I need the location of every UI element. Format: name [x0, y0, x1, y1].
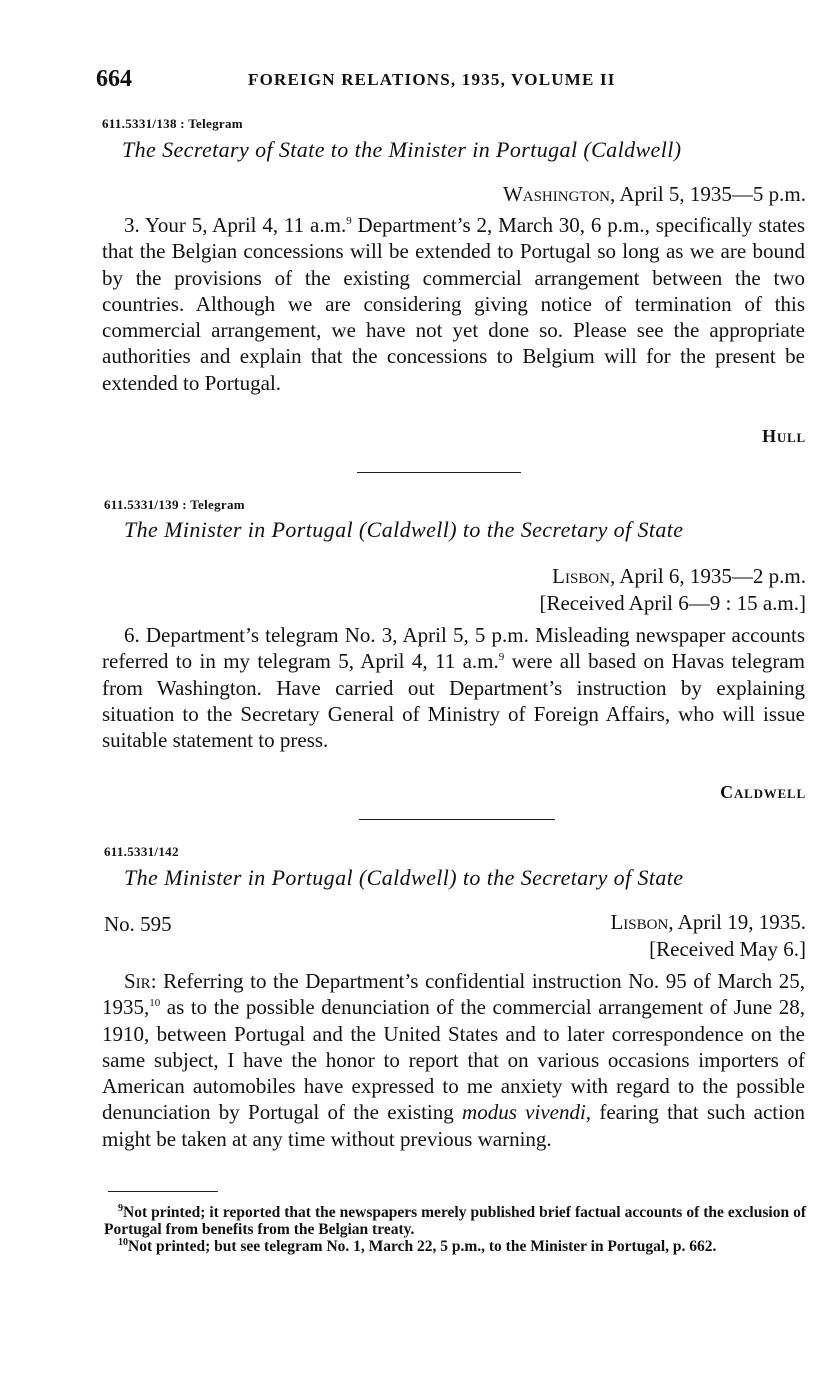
- footnote-9: $^9$Not printed; it reported that the newspapers merely published brief factual accounts of the exclusion of Portugal from benefits from the Belgian treaty.: [104, 1202, 806, 1238]
- page-number: 664: [96, 66, 132, 92]
- doc2-heading: The Minister in Portugal (Caldwell) to the Secretary of State: [124, 517, 684, 542]
- doc1-dateline: [503, 182, 806, 207]
- footnote-rule: [108, 1191, 218, 1192]
- doc3-dateline: [610, 910, 806, 935]
- doc1-file-ref: 611.5331/138 : Telegram: [102, 116, 243, 131]
- doc3-heading: The Minister in Portugal (Caldwell) to the Secretary of State: [124, 865, 684, 890]
- doc3-date: , April 19, 1935.: [668, 910, 806, 934]
- doc3-salutation: Sir: [124, 969, 151, 993]
- doc3-received: [Received May 6.]: [649, 937, 806, 961]
- doc2-place: Lisbon: [552, 564, 610, 588]
- doc3-footnote-ref: 10: [149, 997, 161, 1010]
- doc2-footnote-ref: 9: [498, 651, 505, 664]
- doc3-place: Lisbon: [610, 910, 669, 934]
- footnote-10-mark: 10: [118, 1236, 128, 1248]
- doc3-italic-phrase: modus vivendi: [462, 1100, 586, 1125]
- doc3-body: Sir: Referring to the Department’s confidential instruction No. 95 of March 25, 1935,10 as to the possible denunciation of the commercial arrangement of June 28, 1910, between Portugal and the United States and to later correspondence on the same subject, I have the honor to report that on various occasions importers of American automobiles have expressed to me anxiety with regard to the possible denunciation by Portugal of the existing modus vivendi, fearing that such action might be taken at any time without previous warning.: [102, 969, 805, 1151]
- footnote-10: $^{10}$Not printed; but see telegram No. 1, March 22, 5 p.m., to the Minister in Portugal, p. 662.: [118, 1236, 717, 1255]
- doc2-signature: Caldwell: [720, 782, 806, 802]
- doc1-signature: Hull: [762, 426, 806, 446]
- footnote-9-mark: 9: [118, 1202, 123, 1214]
- doc3-number: No. 595: [104, 912, 172, 936]
- doc1-footnote-ref: 9: [346, 215, 352, 227]
- footnotes: [104, 1204, 806, 1255]
- running-head: FOREIGN RELATIONS, 1935, VOLUME II: [248, 70, 616, 89]
- section-divider-2: [359, 819, 555, 820]
- doc2-dateline: [552, 564, 806, 589]
- doc1-heading: The Secretary of State to the Minister in Portugal (Caldwell): [122, 137, 682, 162]
- doc2-file-ref: 611.5331/139 : Telegram: [104, 497, 245, 512]
- doc2-body: 6. Department’s telegram No. 3, April 5, 5 p.m. Misleading newspaper accounts referred to in my telegram 5, April 4, 11 a.m.$^9$ were all based on Havas telegram from Washington. Have carried out Department’s instruction by explaining situation to the Secretary General of Ministry of Foreign Affairs, who will issue suitable statement to press.: [102, 623, 805, 753]
- doc3-file-ref: 611.5331/142: [104, 844, 179, 859]
- doc1-date: , April 5, 1935—5 p.m.: [609, 182, 806, 206]
- doc2-date: , April 6, 1935—2 p.m.: [609, 564, 806, 588]
- doc2-received: [Received April 6—9 : 15 a.m.]: [539, 591, 806, 615]
- section-divider-1: [357, 472, 521, 473]
- doc1-body: 3. Your 5, April 4, 11 a.m.$^9$ Department’s 2, March 30, 6 p.m., specifically states that the Belgian concessions will be extended to Portugal so long as we are bound by the provisions of the existing commercial arrangement between the two countries. Although we are considering giving notice of termination of this commercial arrangement, we have not yet done so. Please see the appropriate authorities and explain that the concessions to Belgium will for the present be extended to Portugal.: [102, 213, 805, 395]
- doc1-place: Washington: [502, 182, 610, 206]
